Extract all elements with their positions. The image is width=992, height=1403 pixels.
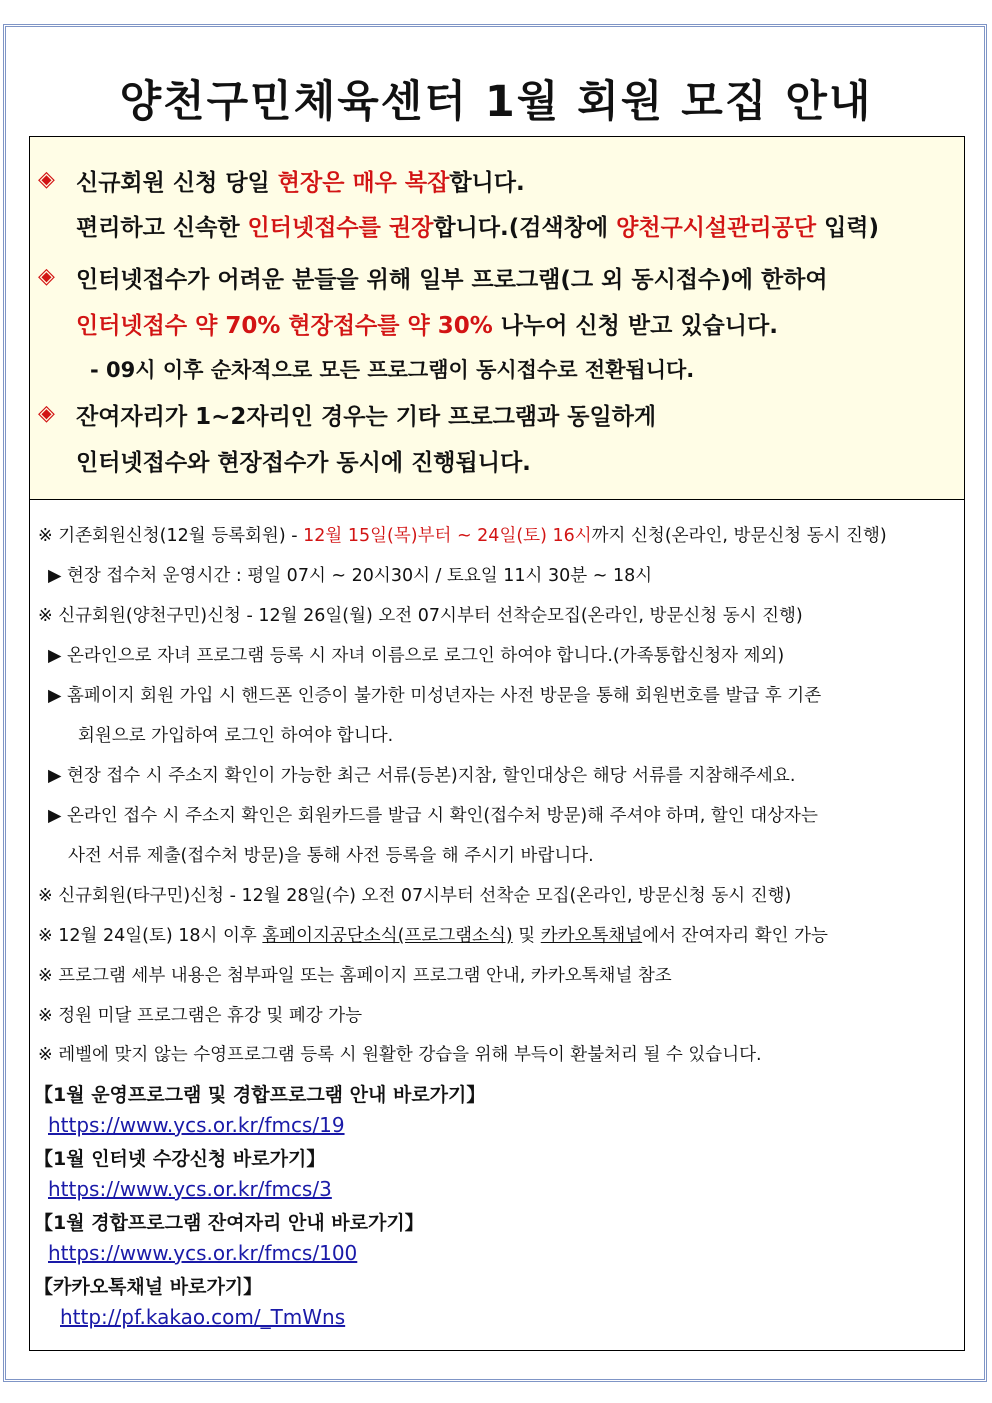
link-header-online-registration: 【1월 인터넷 수강신청 바로가기】 (34, 1148, 326, 1170)
detail-line: ※ 신규회원(양천구민)신청 - 12월 26일(월) 오전 07시부터 선착순모집(온라인, 방문신청 동시 진행) (38, 606, 803, 626)
detail-line: ▶ 현장 접수 시 주소지 확인이 가능한 최근 서류(등본)지참, 할인대상은 해당 서류를 지참해주세요. (48, 766, 796, 786)
detail-line: ※ 12월 24일(토) 18시 이후 홈페이지공단소식(프로그램소식) 및 카카오톡채널에서 잔여자리 확인 가능 (38, 926, 828, 946)
notice-item3-line2: 인터넷접수와 현장접수가 동시에 진행됩니다. (76, 450, 531, 476)
notice-item2-line1: 인터넷접수가 어려운 분들을 위해 일부 프로그램(그 외 동시접수)에 한하여 (76, 267, 828, 293)
notice-item2-line3: - 09시 이후 순차적으로 모든 프로그램이 동시접수로 전환됩니다. (90, 358, 695, 382)
notice-item3-line1: 잔여자리가 1~2자리인 경우는 기타 프로그램과 동일하게 (76, 404, 657, 430)
detail-line: ※ 프로그램 세부 내용은 첨부파일 또는 홈페이지 프로그램 안내, 카카오톡채널 참조 (38, 966, 672, 986)
detail-line: ※ 정원 미달 프로그램은 휴강 및 폐강 가능 (38, 1006, 363, 1026)
detail-line: ※ 신규회원(타구민)신청 - 12월 28일(수) 오전 07시부터 선착순 모집(온라인, 방문신청 동시 진행) (38, 886, 792, 906)
detail-line: ▶ 현장 접수처 운영시간 : 평일 07시 ~ 20시30시 / 토요일 11시 30분 ~ 18시 (48, 566, 653, 586)
kakao-channel-link[interactable]: 카카오톡채널 (540, 926, 643, 946)
notice-item1-line2: 편리하고 신속한 인터넷접수를 권장합니다.(검색창에 양천구시설관리공단 입력) (76, 215, 880, 241)
detail-line: 회원으로 가입하여 로그인 하여야 합니다. (78, 726, 394, 746)
content-box (29, 136, 965, 1351)
homepage-news-link[interactable]: 홈페이지공단소식(프로그램소식) (262, 926, 513, 946)
link-header-kakao: 【카카오톡채널 바로가기】 (34, 1276, 263, 1298)
online-registration-link[interactable]: https://www.ycs.or.kr/fmcs/3 (48, 1177, 332, 1201)
diamond-bullet-icon: ◈ (38, 167, 55, 192)
notice-item2-line2: 인터넷접수 약 70% 현장접수를 약 30% 나누어 신청 받고 있습니다. (76, 313, 778, 339)
kakao-link[interactable]: http://pf.kakao.com/_TmWns (60, 1305, 346, 1329)
detail-line: ※ 레벨에 맞지 않는 수영프로그램 등록 시 원활한 강습을 위해 부득이 환불처리 될 수 있습니다. (38, 1045, 762, 1065)
link-header-programs: 【1월 운영프로그램 및 경합프로그램 안내 바로가기】 (34, 1084, 486, 1106)
notice-item1-line1: 신규회원 신청 당일 현장은 매우 복잡합니다. (76, 170, 525, 196)
detail-line: ▶ 온라인 접수 시 주소지 확인은 회원카드를 발급 시 확인(접수처 방문)해 주셔야 하며, 할인 대상자는 (48, 806, 818, 826)
programs-link[interactable]: https://www.ycs.or.kr/fmcs/19 (48, 1113, 345, 1137)
remaining-seats-link[interactable]: https://www.ycs.or.kr/fmcs/100 (48, 1241, 358, 1265)
detail-line: ▶ 홈페이지 회원 가입 시 핸드폰 인증이 불가한 미성년자는 사전 방문을 통해 회원번호를 발급 후 기존 (48, 686, 822, 706)
notice-panel (30, 137, 964, 500)
diamond-bullet-icon: ◈ (38, 401, 55, 426)
detail-line: ※ 기존회원신청(12월 등록회원) - 12월 15일(목)부터 ~ 24일(토) 16시까지 신청(온라인, 방문신청 동시 진행) (38, 526, 887, 546)
diamond-bullet-icon: ◈ (38, 264, 55, 289)
detail-line: 사전 서류 제출(접수처 방문)을 통해 사전 등록을 해 주시기 바랍니다. (68, 846, 594, 866)
link-header-remaining-seats: 【1월 경합프로그램 잔여자리 안내 바로가기】 (34, 1212, 424, 1234)
page-title: 양천구민체육센터 1월 회원 모집 안내 (119, 77, 873, 127)
detail-line: ▶ 온라인으로 자녀 프로그램 등록 시 자녀 이름으로 로그인 하여야 합니다.(가족통합신청자 제외) (48, 646, 785, 666)
